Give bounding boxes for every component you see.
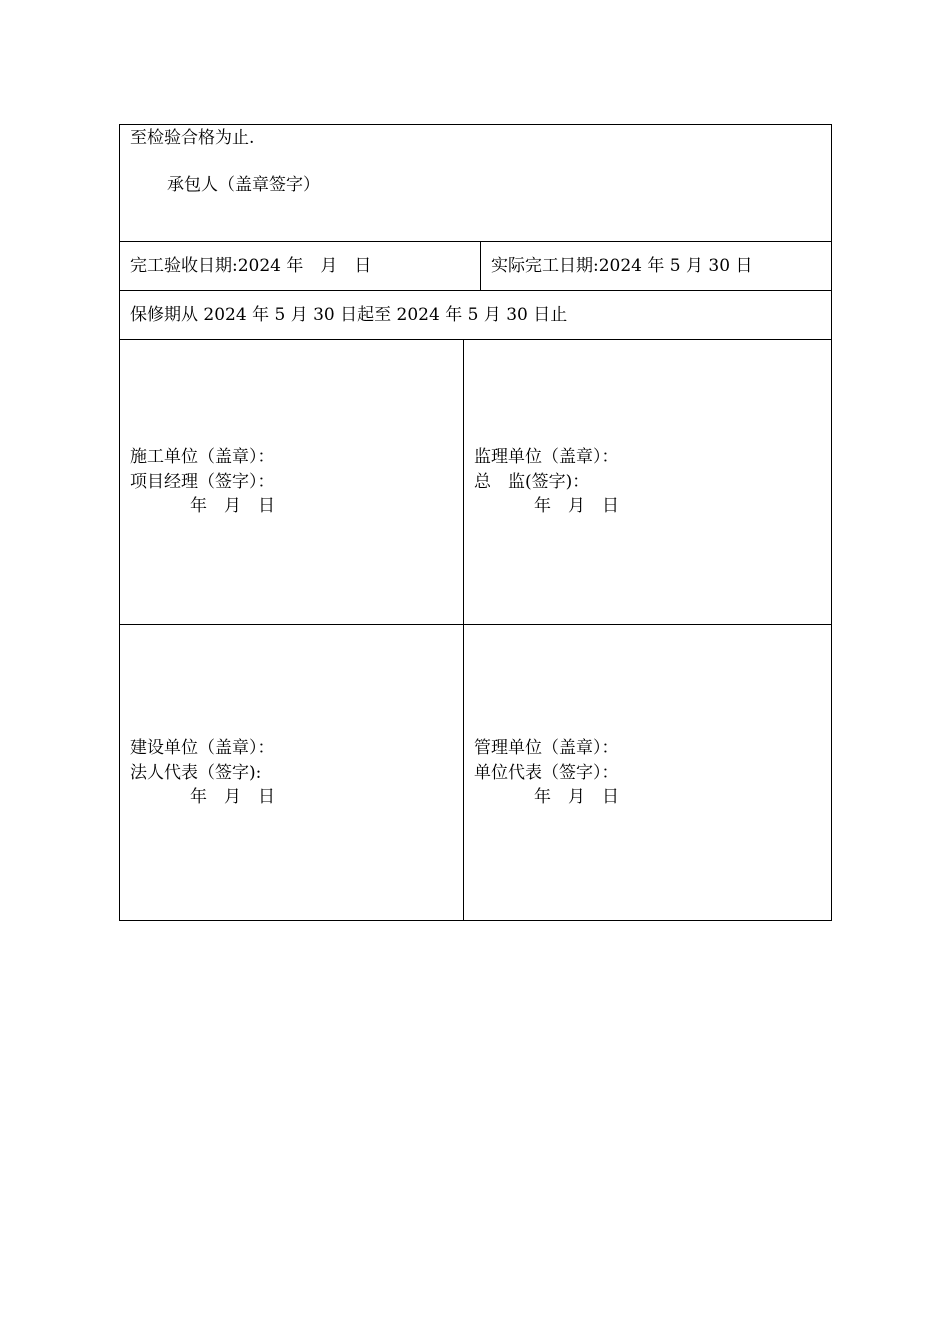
actual-completion-text: 实际完工日期:2024 年 5 月 30 日 — [491, 256, 753, 276]
contractor-row — [119, 124, 832, 242]
actual-completion-cell — [481, 242, 831, 290]
acceptance-date-cell — [120, 242, 481, 290]
warranty-period-text: 保修期从 2024 年 5 月 30 日起至 2024 年 5 月 30 日止 — [130, 305, 568, 325]
management-unit-label: 管理单位（盖章）： — [474, 738, 619, 758]
builder-date-label: 年 月 日 — [190, 787, 275, 807]
dates-row — [119, 242, 832, 291]
signature-row-2 — [119, 625, 832, 921]
supervision-unit-label: 监理单位（盖章）： — [474, 447, 619, 467]
builder-unit-label: 建设单位（盖章）： — [130, 738, 275, 758]
management-date-label: 年 月 日 — [534, 787, 619, 807]
management-unit-cell — [464, 625, 831, 920]
supervision-date-label: 年 月 日 — [534, 496, 619, 516]
signature-row-1 — [119, 340, 832, 625]
chief-supervisor-label: 总 监(签字)： — [474, 472, 590, 492]
unit-representative-label: 单位代表（签字）： — [474, 763, 619, 783]
project-manager-label: 项目经理（签字）： — [130, 472, 275, 492]
completion-form-table — [119, 124, 832, 921]
warranty-row — [119, 291, 832, 340]
acceptance-date-text: 完工验收日期:2024 年 月 日 — [130, 256, 372, 276]
contractor-signature-label: 承包人（盖章签字） — [167, 175, 320, 195]
supervision-unit-cell — [464, 340, 831, 624]
inspection-clause-text: 至检验合格为止. — [130, 128, 255, 148]
construction-date-label: 年 月 日 — [190, 496, 275, 516]
legal-representative-label: 法人代表（签字): — [130, 763, 262, 783]
construction-unit-label: 施工单位（盖章）： — [130, 447, 275, 467]
construction-unit-cell — [120, 340, 464, 624]
builder-unit-cell — [120, 625, 464, 920]
